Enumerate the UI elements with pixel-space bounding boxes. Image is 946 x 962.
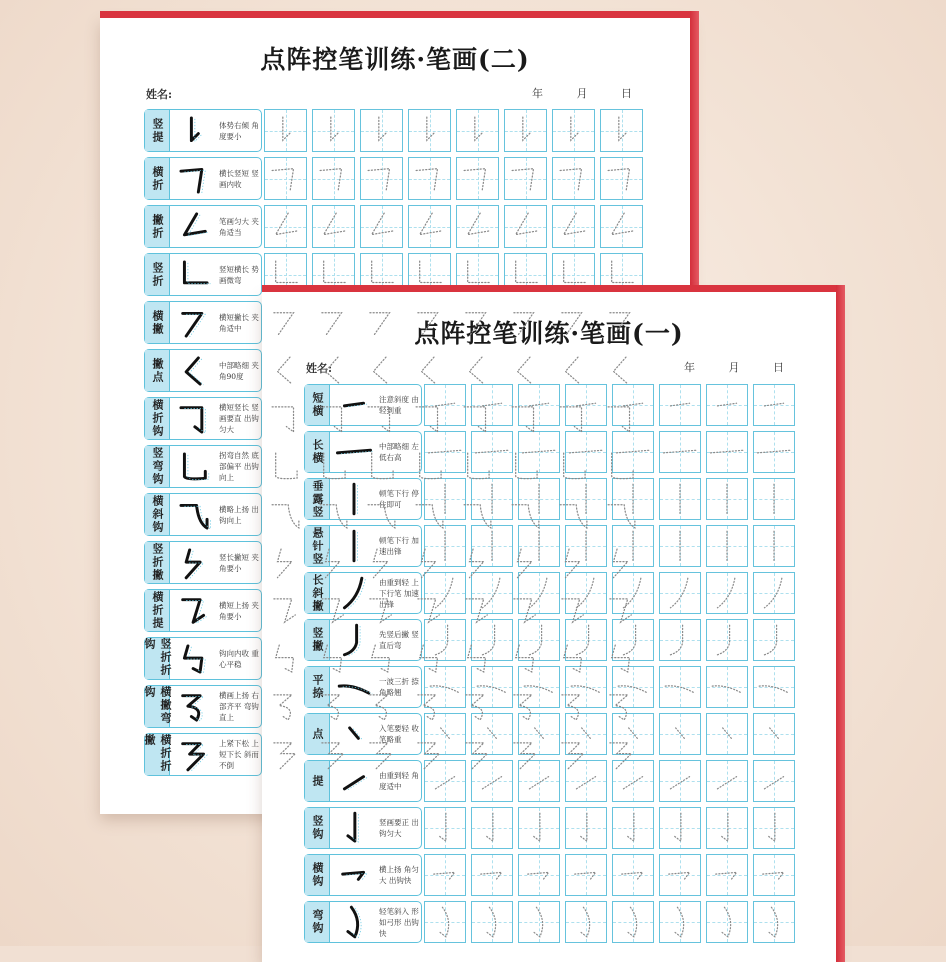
practice-grid-cell <box>659 619 701 661</box>
stroke-name: 横钩 <box>305 855 330 895</box>
practice-grid-cell <box>264 589 307 632</box>
wan-gou-stroke-icon <box>331 904 377 940</box>
practice-grid-cell <box>600 205 643 248</box>
practice-grid-cell <box>312 301 355 344</box>
practice-grid-cell <box>456 157 499 200</box>
stroke-tip: 横短上扬 夹角要小 <box>219 600 259 621</box>
practice-grid-cell <box>360 685 403 728</box>
practice-grid-cell <box>706 901 748 943</box>
pie-dian-stroke-icon <box>171 352 217 389</box>
practice-cells <box>424 901 795 943</box>
stroke-label-box <box>304 807 422 849</box>
stroke-name: 竖撇 <box>305 620 330 660</box>
practice-grid-cell <box>659 854 701 896</box>
practice-grid-cell <box>360 493 403 536</box>
shu-gou-stroke-icon <box>331 810 377 846</box>
practice-grid-cell <box>612 431 654 473</box>
practice-grid-cell <box>264 733 307 776</box>
practice-grid-cell <box>504 157 547 200</box>
practice-grid-cell <box>518 760 560 802</box>
shu-zhe-stroke-icon <box>171 256 217 293</box>
practice-grid-cell <box>565 901 607 943</box>
practice-grid-cell <box>659 807 701 849</box>
practice-grid-cell <box>659 431 701 473</box>
practice-grid-cell <box>753 807 795 849</box>
practice-grid-cell <box>312 685 355 728</box>
practice-grid-cell <box>565 525 607 567</box>
practice-cells <box>424 807 795 849</box>
stroke-tip: 横短撇长 夹角适中 <box>219 312 259 333</box>
stroke-row <box>144 157 642 200</box>
stroke-name: 竖折 <box>145 254 170 295</box>
stroke-tip: 注意斜度 由轻到重 <box>379 395 419 415</box>
practice-grid-cell <box>424 666 466 708</box>
practice-grid-cell <box>753 525 795 567</box>
stroke-name: 长斜撇 <box>305 573 330 613</box>
practice-grid-cell <box>518 854 560 896</box>
practice-grid-cell <box>565 572 607 614</box>
practice-grid-cell <box>552 253 595 296</box>
practice-grid-cell <box>565 478 607 520</box>
worksheet-title: 点阵控笔训练·笔画(一) <box>414 319 684 348</box>
stroke-label-box <box>144 397 262 440</box>
practice-grid-cell <box>600 253 643 296</box>
heng-zhe-zhe-pie-stroke-icon <box>171 736 217 773</box>
practice-grid-cell <box>424 807 466 849</box>
practice-grid-cell <box>612 525 654 567</box>
practice-grid-cell <box>612 619 654 661</box>
practice-grid-cell <box>424 572 466 614</box>
stroke-tip: 上紧下松 上短下长 斜而不倒 <box>219 739 259 770</box>
stroke-name: 竖钩 <box>305 808 330 848</box>
stroke-tip: 顿笔下行 停住即可 <box>379 489 419 509</box>
practice-grid-cell <box>706 384 748 426</box>
practice-grid-cell <box>552 205 595 248</box>
stroke-name: 横折钩 <box>145 398 170 439</box>
practice-grid-cell <box>471 901 513 943</box>
practice-grid-cell <box>565 854 607 896</box>
stroke-label-box <box>144 493 262 536</box>
practice-grid-cell <box>518 619 560 661</box>
practice-grid-cell <box>424 525 466 567</box>
stroke-tip: 竖长撇短 夹角要小 <box>219 552 259 573</box>
practice-grid-cell <box>504 205 547 248</box>
practice-grid-cell <box>518 478 560 520</box>
stroke-label-box <box>304 854 422 896</box>
stroke-name: 竖弯钩 <box>145 446 170 487</box>
stroke-tip: 横画上扬 右部齐平 弯钩直上 <box>219 691 259 722</box>
practice-grid-cell <box>408 109 451 152</box>
practice-grid-cell <box>424 713 466 755</box>
practice-grid-cell <box>518 666 560 708</box>
practice-grid-cell <box>424 901 466 943</box>
practice-cells <box>264 109 643 152</box>
practice-grid-cell <box>706 760 748 802</box>
stroke-name: 竖折撇 <box>145 542 170 583</box>
practice-grid-cell <box>504 253 547 296</box>
practice-grid-cell <box>264 301 307 344</box>
practice-grid-cell <box>360 301 403 344</box>
stroke-name: 竖提 <box>145 110 170 151</box>
practice-grid-cell <box>706 713 748 755</box>
stroke-tip: 钩向内收 重心平稳 <box>219 648 259 669</box>
stroke-tip: 由重到轻 角度适中 <box>379 771 419 791</box>
stroke-tip: 入笔要轻 收笔略重 <box>379 724 419 744</box>
practice-grid-cell <box>471 619 513 661</box>
stroke-label-box <box>144 445 262 488</box>
stroke-tip: 竖画要正 出钩匀大 <box>379 818 419 838</box>
practice-grid-cell <box>659 666 701 708</box>
practice-grid-cell <box>456 109 499 152</box>
stroke-row <box>144 109 642 152</box>
sheet-edge-red <box>100 11 690 18</box>
practice-grid-cell <box>264 109 307 152</box>
practice-grid-cell <box>471 666 513 708</box>
stroke-label-box <box>144 109 262 152</box>
date-labels <box>502 85 632 101</box>
stroke-tip: 拐弯自然 底部偏平 出钩向上 <box>219 451 259 482</box>
practice-grid-cell <box>565 431 607 473</box>
practice-grid-cell <box>264 541 307 584</box>
practice-grid-cell <box>312 589 355 632</box>
practice-grid-cell <box>753 666 795 708</box>
stroke-label-box <box>144 685 262 728</box>
practice-grid-cell <box>360 541 403 584</box>
stroke-name: 横斜钩 <box>145 494 170 535</box>
practice-grid-cell <box>612 666 654 708</box>
practice-grid-cell <box>565 713 607 755</box>
stroke-tip: 中部略细 夹角90度 <box>219 360 259 381</box>
stroke-label-box <box>144 205 262 248</box>
practice-grid-cell <box>659 760 701 802</box>
practice-grid-cell <box>753 384 795 426</box>
practice-grid-cell <box>504 301 547 344</box>
stroke-label-box <box>144 733 262 776</box>
practice-grid-cell <box>471 572 513 614</box>
practice-grid-cell <box>424 619 466 661</box>
practice-grid-cell <box>264 205 307 248</box>
practice-grid-cell <box>659 572 701 614</box>
practice-grid-cell <box>424 478 466 520</box>
practice-grid-cell <box>471 478 513 520</box>
practice-grid-cell <box>518 713 560 755</box>
practice-grid-cell <box>360 349 403 392</box>
practice-grid-cell <box>264 685 307 728</box>
stroke-label-box <box>144 157 262 200</box>
practice-grid-cell <box>471 807 513 849</box>
stroke-tip: 中部略细 左低右高 <box>379 442 419 462</box>
practice-grid-cell <box>360 253 403 296</box>
practice-grid-cell <box>264 349 307 392</box>
name-label: 姓名: <box>306 362 333 375</box>
practice-grid-cell <box>612 760 654 802</box>
practice-grid-cell <box>565 760 607 802</box>
shu-zhe-zhe-gou-stroke-icon <box>171 640 217 677</box>
practice-grid-cell <box>518 384 560 426</box>
practice-grid-cell <box>312 205 355 248</box>
practice-grid-cell <box>565 619 607 661</box>
practice-grid-cell <box>753 572 795 614</box>
stroke-name: 悬针竖 <box>305 526 330 566</box>
practice-grid-cell <box>408 205 451 248</box>
practice-grid-cell <box>360 205 403 248</box>
stroke-tip: 先竖后撇 竖直后弯 <box>379 630 419 650</box>
practice-grid-cell <box>360 445 403 488</box>
practice-grid-cell <box>518 572 560 614</box>
practice-grid-cell <box>264 493 307 536</box>
stroke-row <box>144 253 642 296</box>
practice-grid-cell <box>659 478 701 520</box>
practice-grid-cell <box>706 525 748 567</box>
stroke-label-box <box>144 253 262 296</box>
practice-grid-cell <box>612 807 654 849</box>
practice-grid-cell <box>518 525 560 567</box>
stroke-tip: 笔画匀大 夹角适当 <box>219 216 259 237</box>
practice-grid-cell <box>360 397 403 440</box>
practice-grid-cell <box>565 384 607 426</box>
stroke-name: 横撇 <box>145 302 170 343</box>
heng-pie-stroke-icon <box>171 304 217 341</box>
stroke-name: 平捺 <box>305 667 330 707</box>
practice-grid-cell <box>360 589 403 632</box>
practice-grid-cell <box>360 109 403 152</box>
practice-grid-cell <box>706 431 748 473</box>
practice-grid-cell <box>312 157 355 200</box>
practice-grid-cell <box>612 384 654 426</box>
practice-grid-cell <box>600 157 643 200</box>
stroke-label-box <box>144 637 262 680</box>
stroke-tip: 顿笔下行 加速出锋 <box>379 536 419 556</box>
year-label: 年 <box>684 361 695 374</box>
stroke-name: 横撇弯钩 <box>143 686 172 725</box>
shu-ti-stroke-icon <box>171 112 217 149</box>
practice-grid-cell <box>659 713 701 755</box>
practice-grid-cell <box>706 666 748 708</box>
stroke-name: 横折 <box>145 158 170 199</box>
stroke-label-box <box>144 589 262 632</box>
practice-grid-cell <box>312 541 355 584</box>
stroke-name: 横折折撇 <box>143 734 172 773</box>
month-label: 月 <box>728 361 740 374</box>
practice-grid-cell <box>264 253 307 296</box>
practice-grid-cell <box>264 637 307 680</box>
heng-pie-wan-gou-stroke-icon <box>171 688 217 725</box>
day-label: 日 <box>621 87 632 100</box>
stroke-label-box <box>144 301 262 344</box>
stroke-name: 垂露竖 <box>305 479 330 519</box>
stroke-row <box>144 205 642 248</box>
practice-grid-cell <box>753 431 795 473</box>
practice-grid-cell <box>264 157 307 200</box>
practice-grid-cell <box>471 713 513 755</box>
practice-grid-cell <box>518 431 560 473</box>
practice-cells <box>264 157 643 200</box>
practice-grid-cell <box>706 572 748 614</box>
practice-grid-cell <box>600 301 643 344</box>
practice-grid-cell <box>552 157 595 200</box>
practice-grid-cell <box>565 807 607 849</box>
stroke-name: 竖折折钩 <box>143 638 172 677</box>
name-label: 姓名: <box>146 88 173 101</box>
practice-grid-cell <box>659 901 701 943</box>
practice-grid-cell <box>456 301 499 344</box>
practice-grid-cell <box>312 253 355 296</box>
practice-grid-cell <box>264 445 307 488</box>
stroke-row <box>304 807 790 849</box>
stroke-name: 弯钩 <box>305 902 330 942</box>
practice-grid-cell <box>612 478 654 520</box>
practice-grid-cell <box>706 478 748 520</box>
stroke-label-box <box>144 541 262 584</box>
practice-grid-cell <box>706 807 748 849</box>
stroke-tip: 横短竖长 竖画要直 出钩匀大 <box>219 403 259 434</box>
practice-grid-cell <box>504 109 547 152</box>
practice-grid-cell <box>312 637 355 680</box>
practice-grid-cell <box>552 301 595 344</box>
stroke-tip: 横略上扬 出钩向上 <box>219 504 259 525</box>
shu-wan-gou-stroke-icon <box>171 448 217 485</box>
stroke-name: 撇点 <box>145 350 170 391</box>
practice-grid-cell <box>264 397 307 440</box>
practice-grid-cell <box>408 157 451 200</box>
practice-grid-cell <box>753 854 795 896</box>
practice-grid-cell <box>312 397 355 440</box>
stroke-tip: 横上扬 角匀大 出钩快 <box>379 865 419 885</box>
practice-grid-cell <box>471 384 513 426</box>
practice-grid-cell <box>471 760 513 802</box>
stroke-tip: 横长竖短 竖画内收 <box>219 168 259 189</box>
practice-grid-cell <box>612 713 654 755</box>
stroke-label-box <box>304 901 422 943</box>
shu-zhe-pie-stroke-icon <box>171 544 217 581</box>
practice-grid-cell <box>312 493 355 536</box>
practice-grid-cell <box>659 525 701 567</box>
heng-zhe-gou-stroke-icon <box>171 400 217 437</box>
practice-grid-cell <box>360 733 403 776</box>
practice-grid-cell <box>706 619 748 661</box>
practice-grid-cell <box>612 854 654 896</box>
stroke-name: 长横 <box>305 432 330 472</box>
practice-grid-cell <box>360 157 403 200</box>
stroke-name: 短横 <box>305 385 330 425</box>
practice-grid-cell <box>408 253 451 296</box>
year-label: 年 <box>532 87 543 100</box>
practice-grid-cell <box>753 478 795 520</box>
stroke-row <box>144 301 642 344</box>
practice-cells <box>264 205 643 248</box>
practice-grid-cell <box>552 109 595 152</box>
worksheet-title: 点阵控笔训练·笔画(二) <box>260 45 530 74</box>
pie-zhe-stroke-icon <box>171 208 217 245</box>
practice-grid-cell <box>312 733 355 776</box>
practice-grid-cell <box>753 619 795 661</box>
practice-grid-cell <box>456 205 499 248</box>
practice-grid-cell <box>753 713 795 755</box>
heng-zhe-stroke-icon <box>171 160 217 197</box>
practice-grid-cell <box>659 384 701 426</box>
stroke-label-box <box>144 349 262 392</box>
practice-grid-cell <box>753 901 795 943</box>
practice-grid-cell <box>312 445 355 488</box>
stroke-name: 点 <box>305 714 330 754</box>
practice-grid-cell <box>612 572 654 614</box>
date-labels <box>654 359 784 375</box>
stroke-tip: 由重到轻 上下行笔 加速出锋 <box>379 577 419 609</box>
stroke-row <box>304 901 790 943</box>
practice-grid-cell <box>471 854 513 896</box>
practice-cells <box>424 854 795 896</box>
practice-grid-cell <box>753 760 795 802</box>
stroke-name: 提 <box>305 761 330 801</box>
practice-grid-cell <box>600 109 643 152</box>
stroke-name: 撇折 <box>145 206 170 247</box>
practice-grid-cell <box>565 666 607 708</box>
practice-grid-cell <box>408 301 451 344</box>
stroke-tip: 体势右倾 角度要小 <box>219 120 259 141</box>
heng-xie-gou-stroke-icon <box>171 496 217 533</box>
practice-grid-cell <box>518 807 560 849</box>
practice-grid-cell <box>424 760 466 802</box>
heng-zhe-ti-stroke-icon <box>171 592 217 629</box>
practice-grid-cell <box>424 384 466 426</box>
month-label: 月 <box>576 87 588 100</box>
stroke-tip: 竖短横长 势画微弯 <box>219 264 259 285</box>
stroke-name: 横折提 <box>145 590 170 631</box>
practice-grid-cell <box>471 525 513 567</box>
sheet-side-red <box>836 285 845 962</box>
stroke-row <box>304 854 790 896</box>
practice-grid-cell <box>360 637 403 680</box>
practice-grid-cell <box>612 901 654 943</box>
practice-grid-cell <box>518 901 560 943</box>
practice-grid-cell <box>312 349 355 392</box>
day-label: 日 <box>773 361 784 374</box>
practice-grid-cell <box>471 431 513 473</box>
practice-grid-cell <box>424 854 466 896</box>
practice-grid-cell <box>424 431 466 473</box>
stroke-tip: 轻笔斜入 形如弓形 出钩快 <box>379 906 419 938</box>
stroke-tip: 一波三折 捺角略翘 <box>379 677 419 697</box>
heng-gou-stroke-icon <box>331 857 377 893</box>
practice-grid-cell <box>456 253 499 296</box>
practice-grid-cell <box>706 854 748 896</box>
practice-grid-cell <box>312 109 355 152</box>
